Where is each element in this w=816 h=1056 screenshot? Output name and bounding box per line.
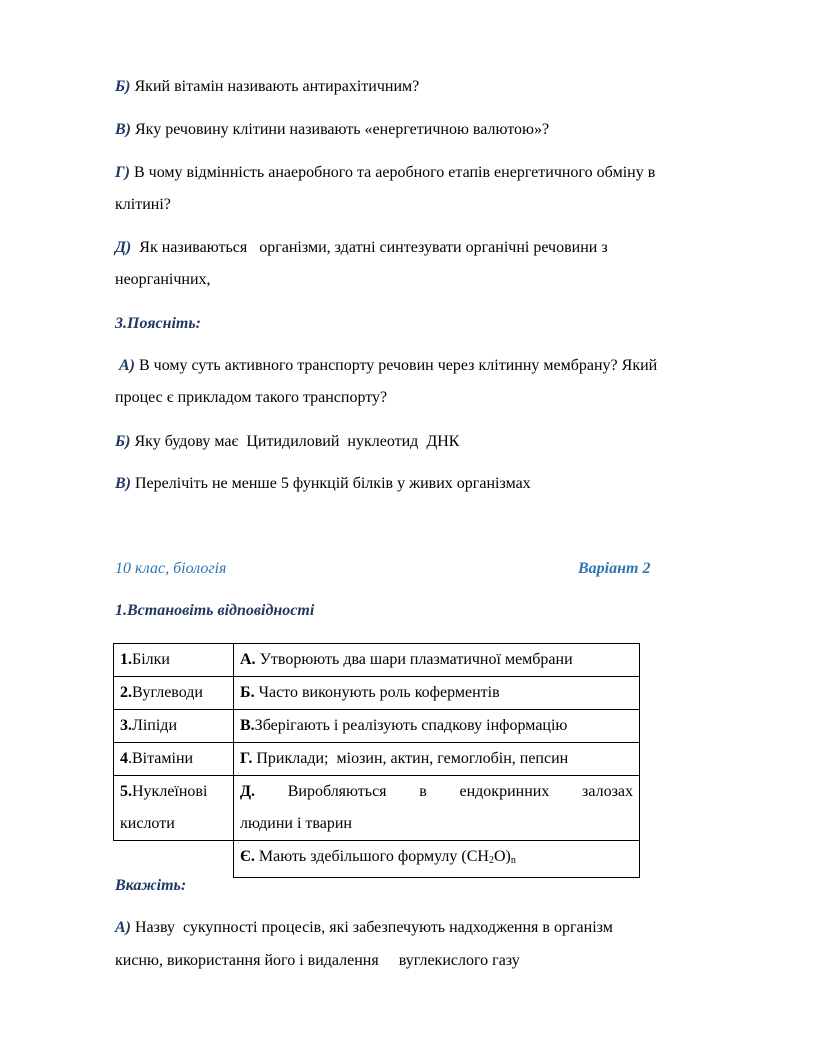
question-vkazhit-a-respiration: А) Назву сукупності процесів, які забезпечують надходження в організм bbox=[115, 919, 613, 936]
table-row bbox=[114, 841, 640, 878]
section-1-title: 1.Встановіть відповідності bbox=[115, 602, 315, 619]
question-3v-protein-functions: В) Перелічіть не менше 5 функцій білків у живих організмах bbox=[115, 475, 531, 492]
left-cell-empty bbox=[114, 841, 234, 878]
section-vkazhit-title: Вкажіть: bbox=[115, 877, 187, 894]
question-v-energy-currency: В) Яку речовину клітини називають «енергетичною валютою»? bbox=[115, 121, 550, 138]
left-cell: 5.Нуклеїнові кислоти bbox=[114, 776, 234, 841]
question-d-organisms: Д) Як називаються організми, здатні синтезувати органічні речовини з bbox=[115, 239, 608, 256]
table-row bbox=[114, 644, 640, 677]
right-cell: Є. Мають здебільшого формулу $(CH_2O)_n$ bbox=[234, 841, 640, 878]
right-cell: Г. Приклади; міозин, актин, гемоглобін, пепсин bbox=[234, 743, 640, 776]
question-3a-continuation: процес є прикладом такого транспорту? bbox=[115, 389, 388, 406]
question-g-energy-metabolism: Г) В чому відмінність анаеробного та аеробного етапів енергетичного обміну в bbox=[115, 164, 656, 181]
left-cell: 3.Ліпіди bbox=[114, 710, 234, 743]
left-cell: 4.Вітаміни bbox=[114, 743, 234, 776]
table-row bbox=[114, 776, 640, 841]
left-cell: 1.Білки bbox=[114, 644, 234, 677]
question-d-continuation: неорганічних, bbox=[115, 271, 211, 288]
right-cell: А. Утворюють два шари плазматичної мембрани bbox=[234, 644, 640, 677]
right-cell: Б. Часто виконують роль коферментів bbox=[234, 677, 640, 710]
question-vkazhit-a-continuation: кисню, використання його і видалення вуглекислого газу bbox=[115, 952, 520, 969]
question-3b-nucleotide: Б) Яку будову має Цитидиловий нуклеотид ДНК bbox=[115, 433, 460, 450]
right-cell: Д. Виробляються в ендокринних залозах людини і тварин bbox=[234, 776, 640, 841]
subject-grade: 10 клас, біологія bbox=[115, 560, 227, 577]
matching-table bbox=[113, 643, 640, 878]
table-row bbox=[114, 743, 640, 776]
question-3a-active-transport: А) В чому суть активного транспорту речовин через клітинну мембрану? Який bbox=[115, 357, 658, 374]
variant-label: Варіант 2 bbox=[578, 560, 651, 577]
table-row bbox=[114, 710, 640, 743]
left-cell: 2.Вуглеводи bbox=[114, 677, 234, 710]
question-b-vitamin: Б) Який вітамін називають антирахітичним? bbox=[115, 78, 420, 95]
section-3-title: 3.Поясніть: bbox=[115, 315, 201, 332]
table-row bbox=[114, 677, 640, 710]
question-g-continuation: клітині? bbox=[115, 196, 171, 213]
right-cell: В.Зберігають і реалізують спадкову інформацію bbox=[234, 710, 640, 743]
